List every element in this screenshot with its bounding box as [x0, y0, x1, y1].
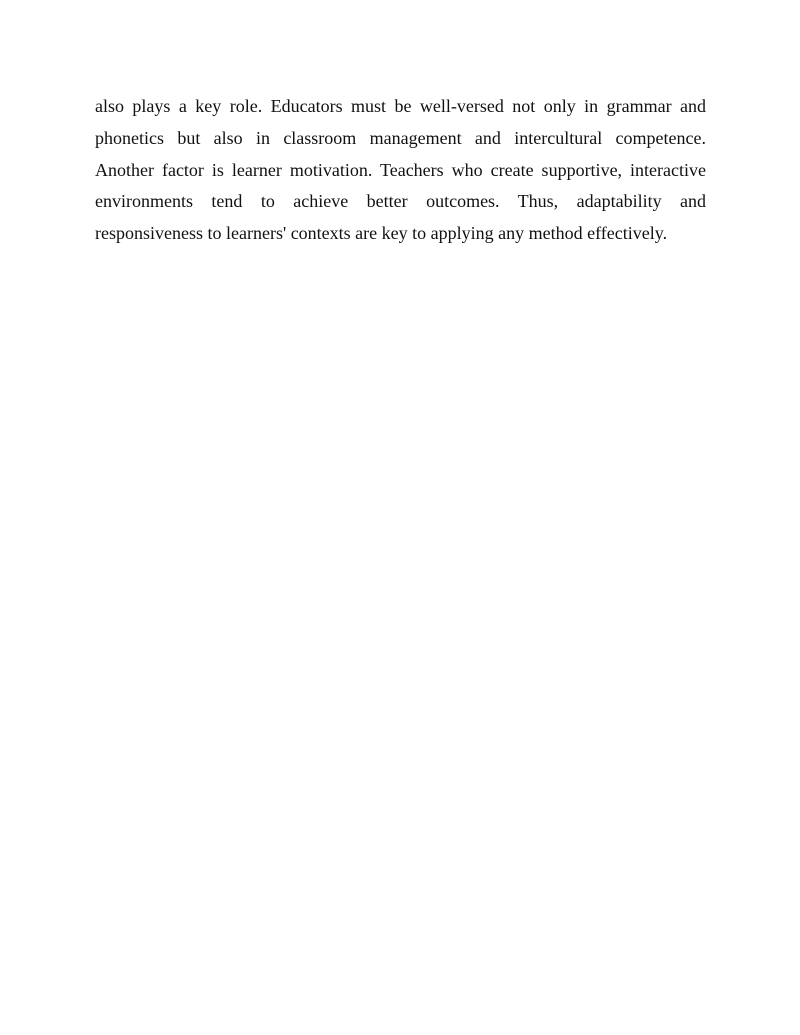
paragraph-line: responsiveness to learners' contexts are key to applying any method effectively.: [95, 223, 668, 244]
paragraph-line: Another factor is learner motivation. Teachers who create supportive, interactive: [95, 159, 706, 180]
body-paragraph: [95, 91, 706, 250]
paragraph-line: environments tend to achieve better outcomes. Thus, adaptability and: [95, 191, 706, 212]
paragraph-line: also plays a key role. Educators must be well-versed not only in grammar and: [95, 96, 706, 116]
paragraph-line: phonetics but also in classroom management and intercultural competence.: [95, 127, 706, 148]
